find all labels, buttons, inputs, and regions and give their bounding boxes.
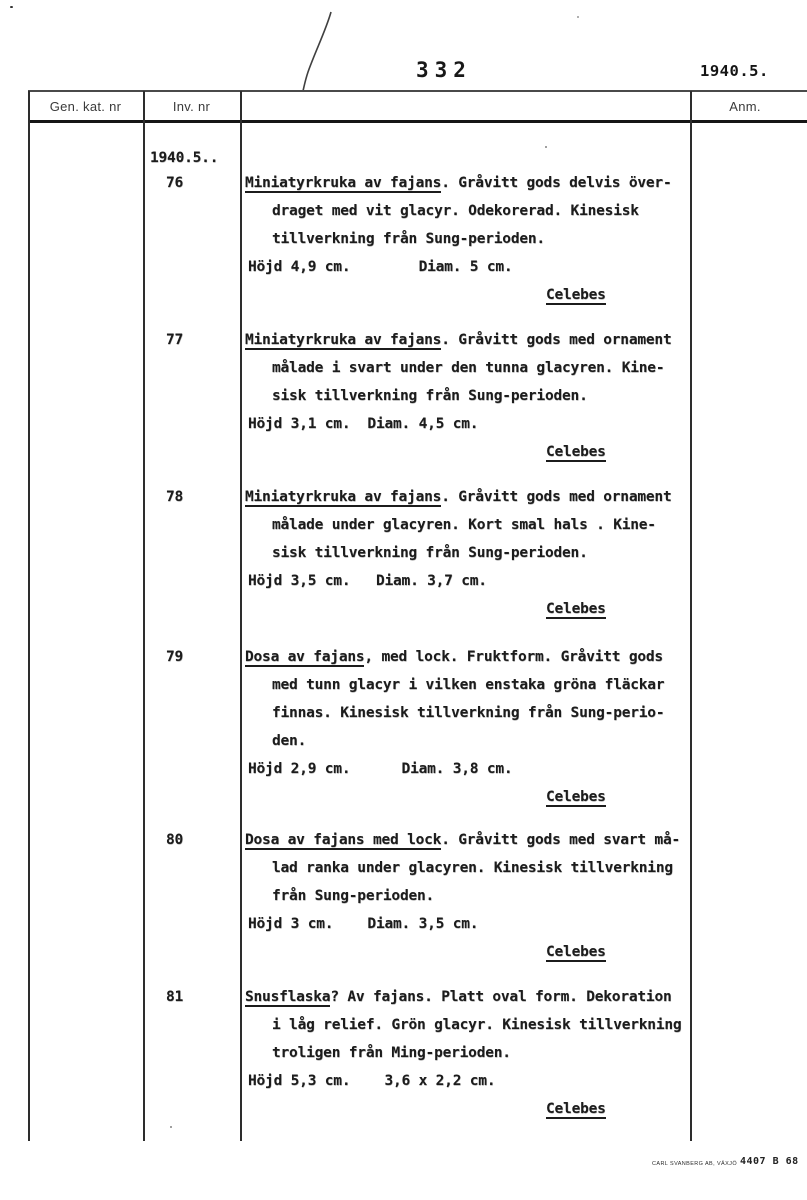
inventory-number: 78 bbox=[166, 489, 184, 505]
scan-speck bbox=[545, 146, 547, 148]
entry-title-line bbox=[245, 988, 672, 1007]
provenance-text: Celebes bbox=[546, 601, 606, 617]
entry-dimensions: Höjd 3,1 cm. Diam. 4,5 cm. bbox=[248, 416, 479, 432]
entry-title: Dosa av fajans med lock bbox=[245, 832, 442, 848]
provenance-text: Celebes bbox=[546, 944, 606, 960]
entry-title-rest: . Gråvitt gods med ornament bbox=[441, 489, 672, 505]
entry-text-line: med tunn glacyr i vilken enstaka gröna fläckar bbox=[272, 677, 665, 693]
inventory-number: 81 bbox=[166, 989, 184, 1005]
group-year-label: 1940.5.. bbox=[150, 150, 219, 166]
provenance-text: Celebes bbox=[546, 287, 606, 303]
scan-speck bbox=[170, 1126, 172, 1128]
entry-title-line bbox=[245, 648, 663, 667]
entry-text-line: i låg relief. Grön glacyr. Kinesisk tillverkning bbox=[272, 1017, 682, 1033]
entry-text-line: draget med vit glacyr. Odekorerad. Kinesisk bbox=[272, 203, 639, 219]
entry-title-rest: . Gråvitt gods med ornament bbox=[441, 332, 672, 348]
provenance-text: Celebes bbox=[546, 1101, 606, 1117]
entry-text-line: tillverkning från Sung-perioden. bbox=[272, 231, 545, 247]
entry-title: Dosa av fajans bbox=[245, 649, 365, 665]
page-number: 332 bbox=[416, 58, 472, 82]
entry-title: Miniatyrkruka av fajans bbox=[245, 332, 442, 348]
column-header-gen-kat-nr: Gen. kat. nr bbox=[49, 99, 122, 114]
printer-code: 4407 B 68 bbox=[740, 1156, 799, 1167]
entry-title-line bbox=[245, 831, 680, 850]
entry-title-line bbox=[245, 331, 672, 350]
entry-text-line: sisk tillverkning från Sung-perioden. bbox=[272, 388, 588, 404]
entry-provenance bbox=[546, 286, 606, 305]
entry-title-rest: ? Av fajans. Platt oval form. Dekoration bbox=[330, 989, 672, 1005]
entry-dimensions: Höjd 5,3 cm. 3,6 x 2,2 cm. bbox=[248, 1073, 496, 1089]
entry-title: Snusflaska bbox=[245, 989, 331, 1005]
entry-dimensions: Höjd 3 cm. Diam. 3,5 cm. bbox=[248, 916, 479, 932]
year-reference: 1940.5. bbox=[700, 62, 769, 80]
entry-provenance bbox=[546, 788, 606, 807]
column-divider-anm bbox=[690, 91, 692, 1141]
entry-dimensions: Höjd 4,9 cm. Diam. 5 cm. bbox=[248, 259, 513, 275]
column-header-anm: Anm. bbox=[729, 99, 761, 114]
entry-provenance bbox=[546, 443, 606, 462]
entry-title-line bbox=[245, 174, 672, 193]
entry-text-line: lad ranka under glacyren. Kinesisk tillverkning bbox=[272, 860, 673, 876]
entry-dimensions: Höjd 2,9 cm. Diam. 3,8 cm. bbox=[248, 761, 513, 777]
inventory-number: 76 bbox=[166, 175, 184, 191]
inventory-number: 79 bbox=[166, 649, 184, 665]
entry-title: Miniatyrkruka av fajans bbox=[245, 175, 442, 191]
entry-text-line: från Sung-perioden. bbox=[272, 888, 435, 904]
entry-text-line: målade i svart under den tunna glacyren. Kine- bbox=[272, 360, 665, 376]
column-divider-genkat bbox=[143, 91, 145, 1141]
entry-text-line: den. bbox=[272, 733, 307, 749]
entry-text-line: sisk tillverkning från Sung-perioden. bbox=[272, 545, 588, 561]
entry-provenance bbox=[546, 943, 606, 962]
printer-imprint: CARL SVANBERG AB, VÄXJÖ bbox=[652, 1161, 738, 1167]
scan-speck bbox=[577, 16, 579, 18]
entry-text-line: troligen från Ming-perioden. bbox=[272, 1045, 511, 1061]
entry-title: Miniatyrkruka av fajans bbox=[245, 489, 442, 505]
entry-title-rest: . Gråvitt gods delvis över- bbox=[441, 175, 672, 191]
entry-title-line bbox=[245, 488, 672, 507]
column-header-inv-nr: Inv. nr bbox=[172, 99, 211, 114]
entry-dimensions: Höjd 3,5 cm. Diam. 3,7 cm. bbox=[248, 573, 487, 589]
provenance-text: Celebes bbox=[546, 789, 606, 805]
inventory-number: 80 bbox=[166, 832, 184, 848]
entry-provenance bbox=[546, 600, 606, 619]
scan-speck bbox=[10, 6, 13, 8]
provenance-text: Celebes bbox=[546, 444, 606, 460]
entry-title-rest: . Gråvitt gods med svart må- bbox=[441, 832, 681, 848]
inventory-number: 77 bbox=[166, 332, 184, 348]
entry-text-line: målade under glacyren. Kort smal hals . Kine- bbox=[272, 517, 656, 533]
entry-text-line: finnas. Kinesisk tillverkning från Sung-perio- bbox=[272, 705, 665, 721]
table-left-border bbox=[28, 91, 30, 1141]
entry-provenance bbox=[546, 1100, 606, 1119]
column-divider-invnr bbox=[240, 91, 242, 1141]
entry-title-rest: , med lock. Fruktform. Gråvitt gods bbox=[364, 649, 663, 665]
